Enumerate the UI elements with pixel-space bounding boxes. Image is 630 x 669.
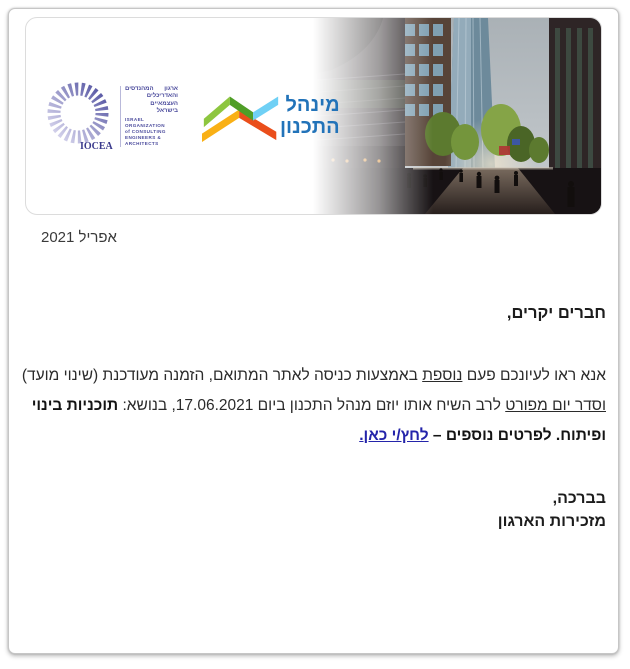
paragraph-line-1 bbox=[21, 361, 606, 391]
iocea-hebrew-line: והאדריכלים bbox=[146, 93, 178, 99]
iocea-text-block bbox=[120, 86, 178, 147]
iocea-logo bbox=[42, 77, 178, 155]
iocea-english-line: ENGINEERS & ARCHITECTS bbox=[125, 134, 162, 146]
letter-paragraph bbox=[21, 361, 606, 451]
header-banner bbox=[25, 17, 602, 215]
signature-line-2: מזכירות הארגון bbox=[497, 513, 606, 530]
underlined-segment: וסדר יום מפורט bbox=[505, 397, 606, 414]
iocea-english-line: ORGANIZATION bbox=[125, 122, 165, 128]
iocea-english-line: ISRAEL bbox=[125, 116, 145, 122]
city-street-photo bbox=[313, 18, 601, 214]
paragraph-line-3 bbox=[21, 421, 606, 451]
iocea-hebrew-line: ארגון המהנדסים bbox=[125, 85, 178, 92]
iocea-hebrew-line: העצמאיים bbox=[150, 100, 178, 107]
planning-logo-title-line1: מינהל bbox=[285, 94, 340, 116]
bold-segment: תוכניות בינוי bbox=[31, 397, 119, 414]
page-card bbox=[8, 8, 619, 654]
date-label: אפריל 2021 bbox=[41, 229, 117, 246]
paragraph-line-2 bbox=[21, 391, 606, 421]
signature bbox=[21, 487, 606, 533]
underlined-segment: נוספת bbox=[422, 367, 463, 384]
greeting: חברים יקרים, bbox=[506, 304, 606, 322]
planning-chevrons-icon bbox=[202, 87, 280, 145]
banner-logos bbox=[26, 18, 356, 214]
text-segment: לרב השיח אותו יוזם מנהל התכנון ביום 17.06.2021, בנושא: bbox=[118, 397, 506, 414]
details-link[interactable]: לחץ/י כאן. bbox=[359, 427, 429, 444]
text-segment: אנא ראו לעיונכם פעם bbox=[462, 367, 606, 384]
bold-segment: ופיתוח. לפרטים נוספים – bbox=[428, 427, 606, 444]
iocea-hebrew-line: בישראל bbox=[156, 108, 178, 114]
planning-admin-logo bbox=[202, 87, 350, 145]
iocea-english-line: of CONSULTING bbox=[125, 128, 166, 134]
iocea-ring-icon bbox=[42, 77, 116, 155]
planning-logo-title-line2: התכנון bbox=[280, 116, 340, 138]
letter-body bbox=[9, 229, 618, 533]
text-segment: באמצעות כניסה לאתר המתואם, הזמנה מעודכנת (שינוי מועד) bbox=[21, 367, 423, 384]
planning-logo-title bbox=[280, 94, 340, 138]
signature-line-1: בברכה, bbox=[552, 490, 606, 507]
city-photo-graphic bbox=[313, 18, 601, 214]
iocea-acronym: IOCEA bbox=[80, 141, 113, 152]
